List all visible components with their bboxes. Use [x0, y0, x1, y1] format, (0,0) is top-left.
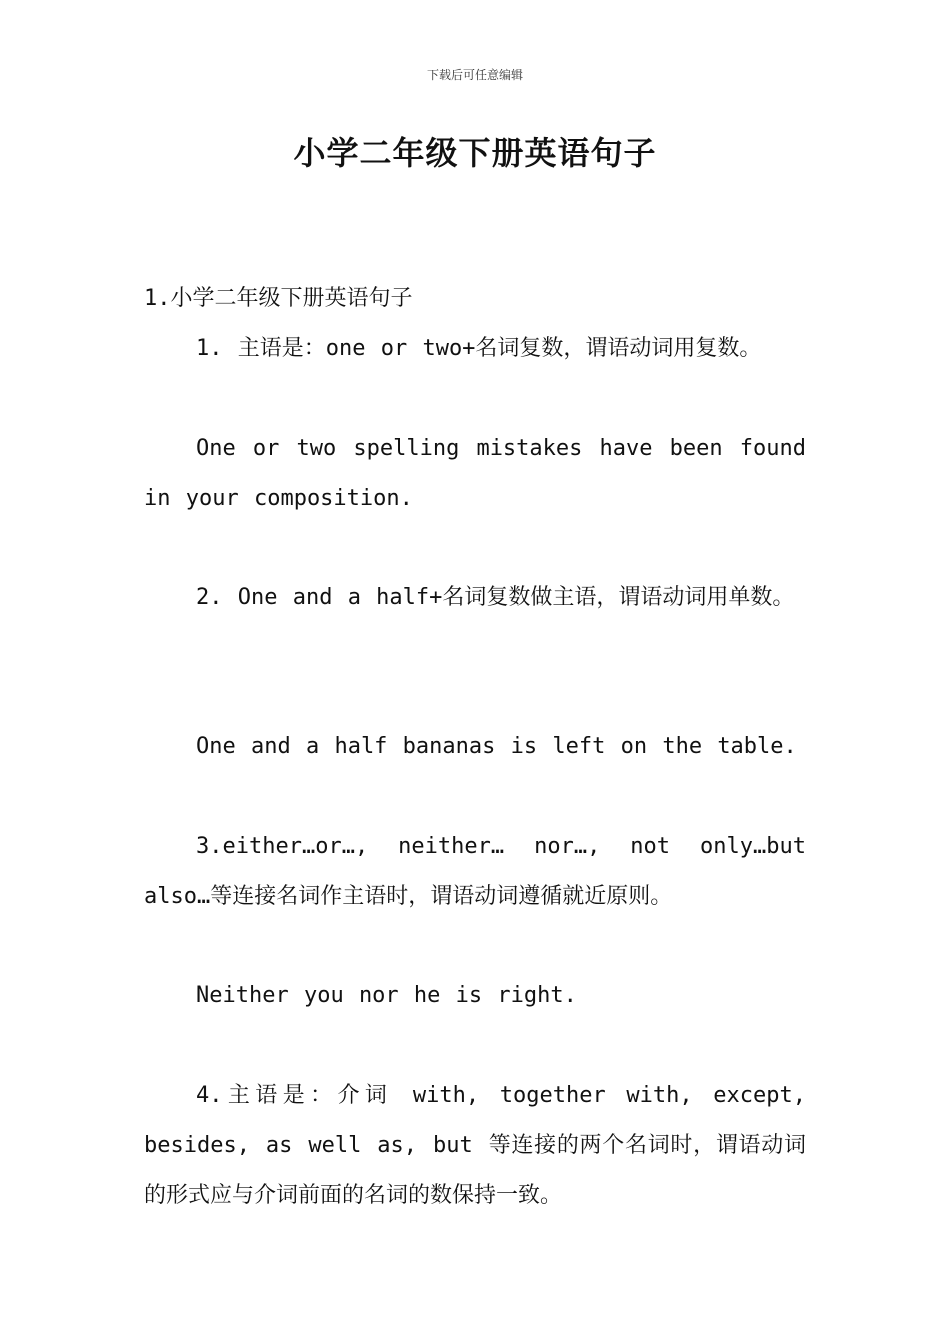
rule-3: 3.either…or…, neither… nor…, not only…but also…等连接名词作主语时，谓语动词遵循就近原则。	[144, 834, 806, 909]
header-note: 下载后可任意编辑	[426, 68, 523, 82]
example-1: One or two spelling mistakes have been found in your composition.	[144, 436, 806, 511]
document-title: 小学二年级下册英语句子	[293, 134, 657, 172]
rule-4: 4.主语是：介词 with, together with, except, besides, as well as, but 等连接的两个名词时，谓语动词的形式应与介词前面的名词的数保持一致。	[144, 1083, 806, 1208]
example-3: Neither you nor he is right.	[196, 983, 577, 1008]
example-2: One and a half bananas is left on the table.	[196, 734, 797, 759]
section-heading: 1.小学二年级下册英语句子	[144, 286, 413, 311]
rule-1: 1. 主语是：one or two+名词复数，谓语动词用复数。	[196, 336, 762, 361]
rule-2: 2. One and a half+名词复数做主语，谓语动词用单数。	[196, 585, 795, 610]
